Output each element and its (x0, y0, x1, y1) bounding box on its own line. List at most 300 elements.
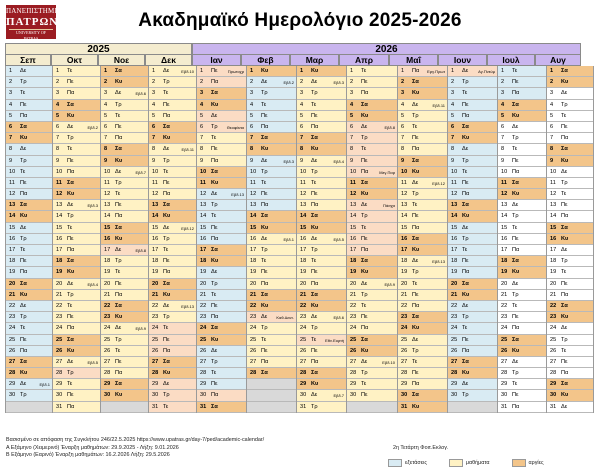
weekday-label: Πα (311, 358, 319, 365)
day-cell (547, 301, 593, 312)
day-number: 12 (9, 191, 16, 198)
day-number: 6 (250, 123, 254, 130)
day-cell (547, 335, 593, 346)
month-column (247, 66, 297, 413)
weekday-label: Δε (20, 224, 27, 231)
day-number: 28 (200, 370, 207, 377)
day-cell (53, 200, 100, 211)
weekday-label: Τρ (20, 235, 27, 242)
weekday-label: Δε (361, 358, 368, 365)
day-cell (498, 379, 546, 390)
weekday-label: Τρ (361, 291, 368, 298)
weekday-label: Σα (115, 224, 122, 231)
weekday-label: Σα (561, 224, 568, 231)
day-cell (149, 100, 196, 111)
day-cell (53, 156, 100, 167)
day-number: 22 (9, 302, 16, 309)
weekday-label: Σα (115, 146, 122, 153)
weekday-label: Σα (561, 302, 568, 309)
day-number: 4 (350, 101, 354, 108)
month-column (448, 66, 498, 413)
month-header: Φεβ (241, 55, 290, 66)
weekday-label: Τε (261, 258, 267, 265)
day-number: 4 (104, 101, 108, 108)
weekday-label: Πα (512, 325, 520, 332)
day-cell (247, 335, 296, 346)
month-header: Ιουν (438, 55, 487, 66)
week-note: Εβδ.12 (181, 225, 194, 231)
weekday-label: Τε (361, 224, 367, 231)
day-cell (101, 189, 148, 200)
day-cell (448, 144, 497, 155)
day-number: 17 (56, 247, 63, 253)
day-cell (197, 111, 246, 122)
weekday-label: Δε (512, 280, 519, 287)
weekday-label: Πα (163, 269, 171, 276)
day-cell (547, 167, 593, 178)
day-cell (398, 323, 447, 334)
day-number: 16 (350, 235, 357, 242)
day-cell (247, 211, 296, 222)
day-cell (6, 323, 52, 334)
weekday-label: Πε (311, 191, 318, 198)
day-number: 6 (550, 123, 554, 130)
day-cell (149, 390, 196, 401)
week-note: Εβδ.6 (135, 91, 146, 97)
day-number: 21 (350, 291, 357, 298)
day-number: 4 (451, 101, 455, 108)
day-cell (247, 346, 296, 357)
day-number: 9 (501, 157, 505, 164)
day-cell (297, 66, 346, 77)
weekday-label: Δε (311, 392, 318, 399)
day-cell (101, 245, 148, 256)
day-cell (53, 178, 100, 189)
weekday-label: Τρ (67, 213, 74, 220)
year-header: 2025 (5, 43, 192, 55)
day-number: 17 (451, 247, 458, 253)
day-cell (347, 66, 397, 77)
day-number: 19 (401, 269, 408, 276)
day-cell (6, 234, 52, 245)
weekday-label: Τρ (20, 79, 27, 86)
day-cell (6, 267, 52, 278)
legend-item (449, 459, 490, 467)
day-cell (547, 66, 593, 77)
day-number: 25 (451, 336, 458, 343)
day-cell (398, 256, 447, 267)
weekday-label: Πε (561, 358, 568, 365)
day-number: 17 (501, 247, 508, 253)
day-number: 15 (300, 224, 307, 231)
day-number: 8 (550, 146, 554, 153)
day-cell (197, 368, 246, 379)
legend-swatch (512, 459, 526, 467)
day-number: 27 (56, 358, 63, 365)
weekday-label: Τρ (211, 123, 218, 130)
weekday-label: Τρ (20, 157, 27, 164)
day-number: 10 (550, 168, 557, 175)
weekday-label: Κυ (211, 179, 219, 186)
weekday-label: Τε (561, 347, 567, 354)
weekday-label: Πα (20, 269, 28, 276)
weekday-label: Τρ (163, 235, 170, 242)
weekday-label: Πε (115, 202, 122, 209)
day-cell (448, 245, 497, 256)
weekday-label: Πα (115, 291, 123, 298)
week-note: Εβδ.3 (333, 80, 344, 86)
week-note: Εβδ.4 (333, 158, 344, 164)
day-number: 8 (9, 146, 13, 153)
day-number: 14 (250, 213, 257, 220)
legend-item (388, 459, 427, 467)
weekday-label: Τρ (311, 403, 318, 410)
day-cell (247, 357, 296, 368)
weekday-label: Τρ (561, 258, 568, 265)
day-cell (149, 200, 196, 211)
day-cell (547, 88, 593, 99)
weekday-label: Σα (311, 291, 318, 298)
weekday-label: Δε (561, 90, 568, 97)
day-number: 7 (451, 135, 455, 142)
day-number: 22 (550, 302, 557, 309)
weekday-label: Δε (67, 123, 74, 130)
footer-note-right: 2η Τετάρτη Φοιτ.Εκλογ. (393, 445, 449, 451)
day-cell (347, 312, 397, 323)
legend-label: αργίες (528, 460, 544, 466)
weekday-label: Τρ (211, 202, 218, 209)
day-number: 28 (550, 370, 557, 377)
weekday-label: Πε (115, 280, 122, 287)
weekday-label: Σα (115, 68, 122, 74)
day-number: 4 (152, 101, 156, 108)
day-cell (6, 211, 52, 222)
day-cell (101, 178, 148, 189)
weekday-label: Κυ (412, 247, 420, 253)
day-cell (6, 111, 52, 122)
weekday-label: Τε (412, 123, 418, 130)
day-number: 13 (104, 202, 111, 209)
weekday-label: Κυ (412, 403, 420, 410)
day-cell (297, 312, 346, 323)
weekday-label: Τε (211, 291, 217, 298)
day-number: 22 (152, 302, 159, 309)
weekday-label: Κυ (67, 112, 75, 119)
day-number: 19 (550, 269, 557, 276)
day-number: 20 (300, 280, 307, 287)
day-number: 18 (56, 258, 63, 265)
day-number: 25 (200, 336, 207, 343)
day-cell (247, 167, 296, 178)
day-number: 3 (9, 90, 13, 97)
weekday-label: Τρ (462, 392, 469, 399)
day-cell (448, 379, 497, 390)
weekday-label: Κυ (462, 370, 470, 377)
weekday-label: Σα (115, 302, 122, 309)
day-cell (547, 178, 593, 189)
day-number: 5 (152, 112, 156, 119)
day-cell (448, 279, 497, 290)
weekday-label: Πα (561, 370, 569, 377)
day-cell (101, 312, 148, 323)
weekday-label: Τε (361, 68, 367, 74)
day-cell (197, 66, 246, 77)
weekday-label: Τρ (512, 291, 519, 298)
day-cell (547, 200, 593, 211)
weekday-label: Δε (67, 358, 74, 365)
day-cell (247, 66, 296, 77)
weekday-label: Πα (211, 392, 219, 399)
week-note: Εβδ.11 (181, 147, 194, 153)
day-number: 28 (451, 370, 458, 377)
day-cell (398, 335, 447, 346)
day-cell (498, 290, 546, 301)
day-cell (247, 256, 296, 267)
legend-label: μαθήματα (465, 460, 490, 466)
weekday-label: Πα (311, 123, 319, 130)
day-cell (53, 88, 100, 99)
day-cell (101, 368, 148, 379)
weekday-label: Κυ (311, 224, 319, 231)
day-cell (297, 245, 346, 256)
day-cell (448, 357, 497, 368)
weekday-label: Πα (163, 347, 171, 354)
weekday-label: Κυ (561, 392, 569, 399)
day-number: 31 (550, 403, 557, 410)
day-number: 27 (550, 358, 557, 365)
day-number: 28 (104, 370, 111, 377)
day-cell (347, 346, 397, 357)
day-number: 26 (451, 347, 458, 354)
day-number: 15 (401, 224, 408, 231)
weekday-label: Τε (20, 247, 26, 253)
day-number: 18 (350, 258, 357, 265)
day-cell (547, 379, 593, 390)
day-number: 25 (550, 336, 557, 343)
weekday-label: Πα (261, 123, 269, 130)
day-number: 19 (200, 269, 207, 276)
weekday-label: Κυ (261, 146, 269, 153)
footer-notes (6, 437, 264, 460)
day-number: 16 (550, 235, 557, 242)
day-cell (498, 312, 546, 323)
day-cell (347, 379, 397, 390)
day-cell (53, 77, 100, 88)
day-number: 15 (350, 224, 357, 231)
weekday-label: Πε (163, 179, 170, 186)
day-number: 10 (250, 168, 257, 175)
day-cell (247, 290, 296, 301)
week-note: Εβδ.11 (432, 102, 445, 108)
day-number: 27 (300, 358, 307, 365)
day-cell (398, 267, 447, 278)
day-number: 2 (300, 79, 304, 86)
day-number: 23 (152, 314, 159, 321)
day-cell (53, 256, 100, 267)
day-cell (448, 77, 497, 88)
weekday-label: Δε (412, 258, 419, 265)
day-cell (297, 234, 346, 245)
weekday-label: Πε (412, 135, 419, 142)
weekday-label: Δε (512, 202, 519, 209)
day-number: 4 (200, 101, 204, 108)
legend (388, 459, 566, 467)
day-cell (498, 234, 546, 245)
day-number: 4 (401, 101, 405, 108)
day-number: 10 (401, 168, 408, 175)
day-cell (6, 368, 52, 379)
weekday-label: Πε (462, 179, 469, 186)
day-number: 20 (9, 280, 16, 287)
weekday-label: Κυ (20, 135, 28, 142)
weekday-label: Πε (361, 157, 368, 164)
day-cell (498, 144, 546, 155)
weekday-label: Τρ (361, 135, 368, 142)
day-number: 30 (550, 392, 557, 399)
weekday-label: Τε (163, 325, 169, 332)
day-cell (347, 178, 397, 189)
day-number: 2 (451, 79, 455, 86)
day-number: 26 (350, 347, 357, 354)
weekday-label: Πε (211, 302, 218, 309)
day-cell (297, 178, 346, 189)
weekday-label: Δε (67, 202, 74, 209)
weekday-label: Δε (462, 68, 469, 74)
day-number: 22 (451, 302, 458, 309)
weekday-label: Πα (20, 191, 28, 198)
day-number: 22 (501, 302, 508, 309)
month-header: Απρ (339, 55, 389, 66)
day-number: 7 (401, 135, 405, 142)
day-cell (347, 267, 397, 278)
day-cell (347, 323, 397, 334)
day-cell (197, 200, 246, 211)
weekday-label: Τε (20, 90, 26, 97)
weekday-label: Πε (561, 280, 568, 287)
legend-swatch (449, 459, 463, 467)
day-cell (53, 357, 100, 368)
day-number: 3 (250, 90, 254, 97)
day-number: 23 (451, 314, 458, 321)
day-cell (53, 122, 100, 133)
day-cell (101, 234, 148, 245)
day-cell (448, 368, 497, 379)
weekday-label: Πα (211, 314, 219, 321)
day-cell (498, 256, 546, 267)
day-number: 21 (550, 291, 557, 298)
week-note: Εβδ.6 (333, 315, 344, 321)
weekday-label: Πα (462, 347, 470, 354)
day-number: 2 (350, 79, 354, 86)
day-cell (247, 301, 296, 312)
day-cell (6, 167, 52, 178)
day-number: 4 (300, 101, 304, 108)
weekday-label: Πε (67, 392, 74, 399)
day-cell (247, 189, 296, 200)
day-number: 1 (250, 68, 254, 74)
weekday-label: Πα (261, 202, 269, 209)
weekday-label: Κυ (67, 191, 75, 198)
day-cell (448, 200, 497, 211)
weekday-label: Σα (512, 101, 519, 108)
day-number: 30 (401, 392, 408, 399)
day-number: 28 (250, 370, 257, 377)
day-cell (448, 301, 497, 312)
week-note: Εβδ.9 (384, 281, 395, 287)
day-cell (6, 390, 52, 401)
weekday-label: Σα (163, 358, 170, 365)
day-cell (149, 66, 196, 77)
day-number: 24 (56, 325, 63, 332)
day-cell (197, 256, 246, 267)
day-cell (398, 312, 447, 323)
day-number: 27 (451, 358, 458, 365)
weekday-label: Σα (512, 179, 519, 186)
day-cell (53, 189, 100, 200)
logo-line-2: ΠΑΤΡΩΝ (6, 16, 59, 28)
weekday-label: Δε (311, 314, 318, 321)
day-number: 24 (451, 325, 458, 332)
week-note: Εβδ.3 (283, 158, 294, 164)
weekday-label: Τε (462, 247, 468, 253)
day-cell (498, 323, 546, 334)
day-number: 19 (300, 269, 307, 276)
day-number: 25 (56, 336, 63, 343)
weekday-label: Σα (20, 123, 27, 130)
weekday-label: Πα (462, 269, 470, 276)
day-cell (498, 77, 546, 88)
day-number: 30 (501, 392, 508, 399)
day-cell (247, 234, 296, 245)
day-number: 19 (451, 269, 458, 276)
week-note: Καθ.Δευτ. (276, 315, 294, 321)
day-number: 13 (550, 202, 557, 209)
day-cell (297, 267, 346, 278)
day-number: 15 (250, 224, 257, 231)
day-cell (197, 223, 246, 234)
day-number: 17 (300, 247, 307, 253)
day-number: 11 (451, 179, 457, 186)
weekday-label: Σα (20, 358, 27, 365)
weekday-label: Πα (512, 403, 520, 410)
weekday-label: Σα (561, 381, 568, 388)
day-cell (6, 122, 52, 133)
day-number: 13 (300, 202, 307, 209)
weekday-label: Πε (311, 347, 318, 354)
weekday-label: Πε (261, 347, 268, 354)
weekday-label: Τε (115, 191, 121, 198)
day-cell (149, 189, 196, 200)
weekday-label: Δε (163, 381, 170, 388)
weekday-label: Τρ (412, 112, 419, 119)
day-number: 19 (9, 269, 16, 276)
day-cell (448, 178, 497, 189)
day-cell (247, 323, 296, 334)
day-number: 27 (152, 358, 159, 365)
weekday-label: Πε (311, 112, 318, 119)
month-header: Δεκ (145, 55, 192, 66)
day-number: 13 (152, 202, 159, 209)
weekday-label: Πε (261, 191, 268, 198)
weekday-label: Πε (561, 202, 568, 209)
day-number: 8 (350, 146, 354, 153)
weekday-label: Τε (211, 370, 217, 377)
day-cell (6, 379, 52, 390)
weekday-label: Πα (361, 90, 369, 97)
day-number: 9 (451, 157, 455, 164)
day-cell (498, 122, 546, 133)
day-cell (347, 357, 397, 368)
